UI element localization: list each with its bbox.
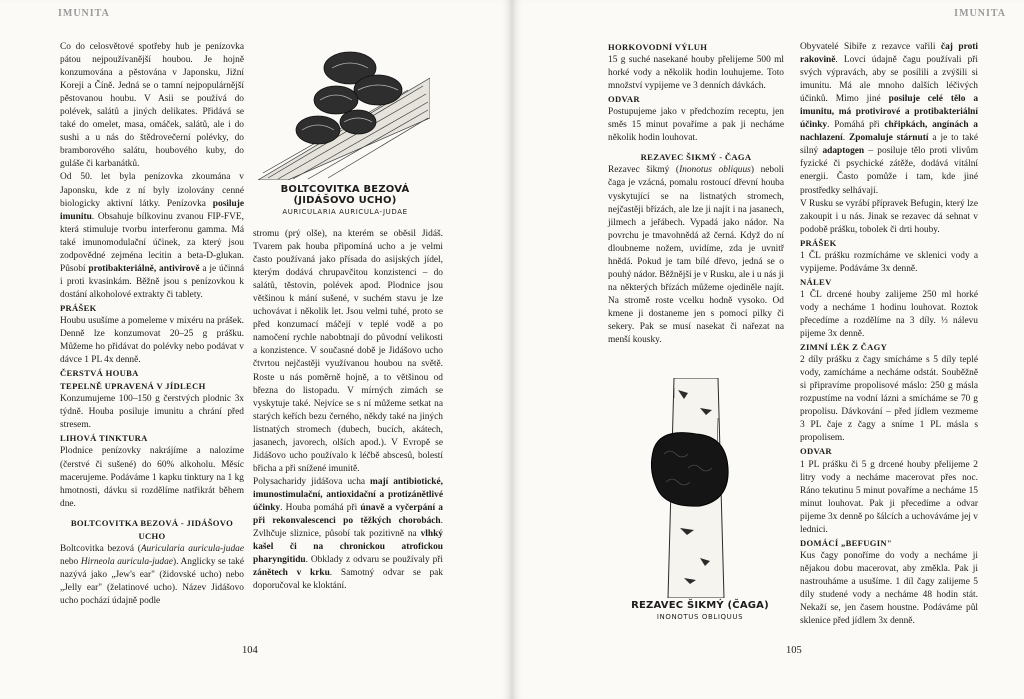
paragraph bbox=[60, 445, 244, 510]
emphasis-italic: Hirneola auricula-judae bbox=[80, 556, 173, 567]
section-heading: TEPELNĚ UPRAVENÁ V JÍDLECH bbox=[60, 381, 206, 392]
paragraph bbox=[800, 459, 978, 537]
text-run: Konzumujeme 100–150 g čerstvých plodnic 3x týdně. Houba posiluje imunitu a chrání před stresem. bbox=[60, 394, 244, 431]
figure-latin-name: INONOTUS OBLIQUUS bbox=[656, 613, 744, 621]
figure-title: BOLTCOVITKA BEZOVÁ (JIDÁŠOVO UCHO) bbox=[280, 184, 410, 206]
text-run: . Lovci údajně čagu používali při svých výpravách, aby se posílili a zvýšili si imunitu. Má ale mnoho dalších léčivých účinků. Mimo jiné bbox=[800, 55, 978, 105]
page-number-right: 105 bbox=[786, 645, 802, 656]
emphasis-bold: chřipkách, angínách a nachlazení bbox=[800, 120, 978, 144]
text-run: 15 g suché nasekané houby přelijeme 500 ml horké vody a několik hodin louhujeme. Toto množství vypijeme ve 3 denních dávkách. bbox=[608, 55, 784, 92]
text-run: ). Anglicky se také nazývá jako „Jew's ear" (židovské ucho) nebo „Jelly ear" (želatinové ucho). Název Jidášovo ucho pochází údajně podle bbox=[60, 556, 244, 606]
section-heading: LIHOVÁ TINKTURA bbox=[60, 433, 148, 444]
column-d bbox=[800, 41, 978, 628]
emphasis-bold: posiluje imunitu bbox=[60, 198, 244, 222]
column-b bbox=[253, 228, 443, 593]
section-heading: ČERSTVÁ HOUBA bbox=[60, 368, 139, 379]
text-run: Plodnice penízovky nakrájíme a nalozíme (čerstvé či sušené) do 60% alkoholu. Měsíc macerujeme. Podáváme 1 kapku tinktury na 1 kg hmotnosti, dávku si rozdělíme natřikrát během dne. bbox=[60, 446, 244, 509]
text-run: Rezavec šikmý ( bbox=[608, 165, 680, 176]
text-run: . Pomáhá při bbox=[827, 120, 885, 131]
column-c bbox=[608, 41, 784, 347]
paragraph bbox=[60, 41, 244, 171]
paragraph bbox=[253, 228, 443, 476]
emphasis-bold: posiluje celé tělo a imunitu, má protivirové a protibakteriální účinky bbox=[800, 94, 979, 131]
paragraph bbox=[800, 550, 978, 628]
figure-caption-2 bbox=[622, 600, 778, 621]
paragraph bbox=[60, 171, 244, 301]
text-run: Boltcovitka bezová ( bbox=[60, 543, 141, 554]
text-run: 1 PL prášku či 5 g drcené houby přelijeme 2 litry vody a necháme macerovat přes noc. Ráno tekutinu 5 minut povaříme a necháme 15 minut louhovat. Pak ji přecedíme a odvar pijeme 3x denně po šálcích a uchováváme jej v lednici. bbox=[800, 459, 978, 535]
paragraph bbox=[253, 476, 443, 593]
emphasis-bold: čaj proti rakovině bbox=[800, 42, 978, 66]
paragraph bbox=[608, 106, 784, 145]
text-run: 1 ČL drcené houby zalijeme 250 ml horké vody a necháme 1 hodinu louhovat. Roztok přecedíme a rozdělíme na 3 díly. ⅓ nálevu pijeme 3x denně. bbox=[800, 289, 978, 340]
section-heading: NÁLEV bbox=[800, 276, 832, 287]
figure-latin-name: AURICULARIA AURICULA-JUDAE bbox=[282, 208, 408, 216]
chaga-mushroom-illustration bbox=[644, 378, 756, 598]
text-run: – posiluje tělo proti vlivům fyzické či psychické zátěže, dodává vitální energii. Často pomůže i tam, kde jiné prostředky selhávají. bbox=[800, 146, 979, 196]
emphasis-bold: mají antibiotické, imunostimulační, antioxidační a protizánětlivé účinky bbox=[253, 476, 443, 513]
section-heading: BOLTCOVITKA BEZOVÁ - JIDÁŠOVO UCHO bbox=[70, 517, 234, 541]
emphasis-italic: Inonotus obliquus bbox=[679, 165, 751, 176]
text-run: . bbox=[842, 133, 849, 144]
paragraph bbox=[608, 54, 784, 93]
text-run: Obyvatelé Sibiře z rezavce vařili bbox=[800, 42, 941, 52]
text-run: . Zvlhčuje sliznice, působí tak pozitivně na bbox=[253, 516, 443, 540]
emphasis-italic: Auricularia auricula-judae bbox=[140, 543, 244, 554]
text-run: . Obklady z odvaru se používaly při bbox=[305, 555, 443, 566]
section-heading: REZAVEC ŠIKMÝ - ČAGA bbox=[640, 152, 752, 163]
section-heading: ODVAR bbox=[800, 446, 832, 457]
running-header-right: IMUNITA bbox=[954, 8, 1006, 19]
right-page bbox=[512, 0, 1024, 699]
text-run: V Rusku se vyrábí přípravek Befugin, který lze zakoupit i u nás. Jinak se rezavec dá sehnat v podobě prášku, tobolek či drti houby. bbox=[800, 198, 978, 235]
text-run: Postupujeme jako v předchozím receptu, jen směs 15 minut povaříme a pak ji necháme několik hodin louhovat. bbox=[608, 107, 784, 144]
text-run: nebo bbox=[60, 556, 81, 567]
text-run: ) neboli čaga je vzácná, pomalu rostoucí dřevní houba vyskytující se na listnatých stromech, nejčastěji břízách, ale lze ji najít i na jasanech, jilmech a jeřábech. Vypadá jako nádor. Na povrchu je tmavohnědá až černá. Když do ní dloubneme nožem, uvidíme, zda je uvnitř hnědá. Pokud je tam bílé dřevo, jedná se o pouhý nádor. Běžnější je v Rusku, ale i u nás ji na některých břízách můžeme ojediněle najít. Na stromě roste vcelku hodně vysoko. Od kmene ji dostaneme jen s pomocí pilky či sekery. Pak se musí nasekat či nařezat na menší kousky. bbox=[608, 165, 785, 346]
section-heading: PRÁŠEK bbox=[800, 237, 837, 248]
jew-ear-mushroom-illustration bbox=[258, 38, 430, 180]
emphasis-bold: Zpomaluje stárnutí bbox=[849, 133, 929, 144]
emphasis-bold: vlhký kašel či na chronickou atrofickou pharyngitidu bbox=[253, 529, 443, 566]
text-run: 2 díly prášku z čagy smícháme s 5 díly teplé vody, zamícháme a necháme odstát. Souběžně si připravíme propolisové máslo: 250 g másla rozpustíme na vodní lázni a smícháme se 70 g propolisu. Dávkování – před jídlem vezmeme 3 PL čaje z čagy a sníme 1 PL másla s propolisem. bbox=[800, 355, 978, 444]
text-run: . Obsahuje bílkovinu zvanou FIP-FVE, která stimuluje tvorbu interferonu gamma. Má také imunomodulační účinek, za který jsou zodpovědné zejména lecitin a beta-D-glukan. Působí bbox=[60, 211, 244, 274]
figure-caption-1 bbox=[250, 184, 440, 216]
running-header-left: IMUNITA bbox=[58, 8, 110, 19]
paragraph bbox=[800, 198, 978, 237]
emphasis-bold: protibakteriálně, antivirově bbox=[88, 263, 200, 274]
emphasis-bold: zánětech v krku bbox=[253, 568, 330, 579]
column-a bbox=[60, 41, 244, 608]
section-heading: HORKOVODNÍ VÝLUH bbox=[608, 42, 708, 52]
text-run: stromu (prý olše), na kterém se oběsil Jidáš. Tvarem pak houba připomíná ucho a je velmi často používaná jako přísada do asijských jídel, kterým dodává chrupavčitou konzistenci – do salátů, těstovin, polévek apod. Plodnice jsou většinou k mání sušené, v suchém stavu je lze uchovávat i několik let. Jsou velmi tuhé, proto se před konzumací máčejí v teplé vodě a po namočení rychle nabobtnají do původní velikosti a konzistence. V současné době je Jidášovo ucho čtvrtou nejčastěji využívanou houbou na světě. Roste u nás poměrně hojně, a to většinou od března do listopadu. V mírných zimách se vyskytuje také. Nejvíce se s ní můžeme setkat na starých keřích bezu černého, někdy také na jiných listnatých stromech (dubech, bucích, akátech, jasanech, javorech, olších apod.). V Evropě se Jidášovo ucho používalo k léčbě abscesů, bolestí břicha a při snížené imunitě. bbox=[253, 229, 443, 474]
text-run: a je účinná i proti kvasinkám. Běžně jsou s penízovkou k dostání alkoholové extrakty či tablety. bbox=[60, 263, 244, 300]
paragraph bbox=[800, 41, 978, 198]
text-run: Kus čagy ponoříme do vody a necháme ji nějakou dobu macerovat, aby změkla. Pak ji nastrouháme a usušíme. 1 díl čagy zalijeme 5 díly studené vody a necháme 48 hodin stát. Nekaží se, jen časem houstne. Podáváme půl sklenice před jídlem 3x denně. bbox=[800, 550, 978, 627]
text-run: Polysacharidy jidášova ucha bbox=[253, 476, 371, 487]
section-heading: DOMÁCÍ „BEFUGIN" bbox=[800, 537, 892, 548]
paragraph bbox=[60, 315, 244, 367]
figure-title: REZAVEC ŠIKMÝ (ČAGA) bbox=[631, 600, 769, 611]
paragraph bbox=[800, 354, 978, 445]
paragraph bbox=[60, 543, 244, 608]
text-run: . Samotný odvar se pak doporučoval ke kloktání. bbox=[253, 568, 443, 592]
emphasis-bold: adaptogen bbox=[822, 146, 865, 157]
paragraph bbox=[60, 393, 244, 432]
section-heading: ODVAR bbox=[608, 94, 640, 105]
text-run: . Houba pomáhá při bbox=[280, 502, 361, 513]
emphasis-bold: únavě a vyčerpání a při rekonvalescenci po těžkých chorobách bbox=[253, 502, 443, 527]
paragraph bbox=[800, 250, 978, 276]
text-run: Co do celosvětové spotřeby hub je penízovka pátou nejpoužívanější houbou. Je hojně konzumována a pěstována v Japonsku, Jižní Koreji a Číně. Jedná se o tamní nejpopulárnější pěstovanou houbu. V Asii se používá do polévek, salátů a jiných delikates. Přidává se také do omelet, masa, omáček, salátů, ale i do sushi a u nás do štědrovečerní polévky, do bramborového salátu, houbového kuby, do guláše či karbanátků. bbox=[60, 42, 244, 170]
text-run: 1 ČL prášku rozmícháme ve sklenici vody a vypijeme. Podáváme 3x denně. bbox=[800, 250, 978, 274]
text-run: Od 50. let byla penízovka zkoumána v Japonsku, kde z ní byly izolovány cenné biologicky aktivní látky. Penízovka bbox=[60, 172, 244, 209]
paragraph bbox=[608, 164, 784, 347]
section-heading: PRÁŠEK bbox=[60, 302, 97, 313]
text-run: Houbu usušíme a pomeleme v mixéru na prášek. Denně lze konzumovat 20–25 g prášku. Můžeme ho přidávat do polévky nebo podávat v dávce 1 PL 4x denně. bbox=[60, 315, 244, 366]
text-run: a je to také silný bbox=[800, 133, 979, 157]
paragraph bbox=[800, 289, 978, 341]
page-number-left: 104 bbox=[242, 645, 258, 656]
section-heading: ZIMNÍ LÉK Z ČAGY bbox=[800, 342, 888, 353]
